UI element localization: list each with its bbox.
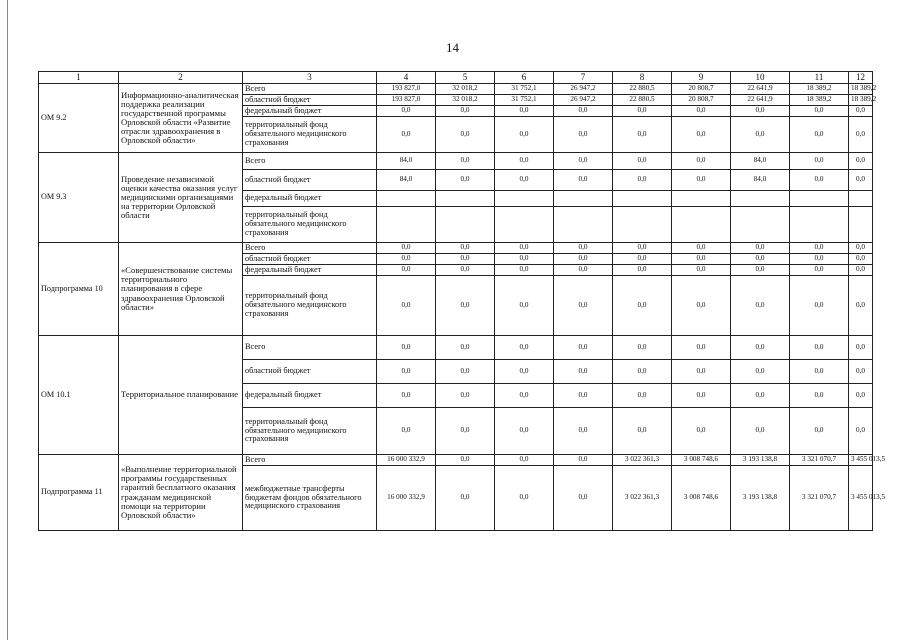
amount-cell (790, 207, 849, 243)
amount-cell: 0,0 (495, 455, 554, 466)
amount-cell: 0,0 (554, 153, 613, 170)
amount-cell: 22 641,9 (731, 95, 790, 106)
amount-cell: 3 455 013,5 (849, 455, 873, 466)
amount-cell: 0,0 (790, 384, 849, 408)
amount-cell: 0,0 (554, 384, 613, 408)
amount-cell: 0,0 (495, 384, 554, 408)
funding-source: федеральный бюджет (243, 265, 377, 276)
amount-cell: 32 018,2 (436, 95, 495, 106)
funding-source: территориальный фонд обязательного медицинского страхования (243, 408, 377, 455)
amount-cell: 0,0 (613, 117, 672, 153)
amount-cell: 26 947,2 (554, 95, 613, 106)
amount-cell: 0,0 (790, 153, 849, 170)
amount-cell: 84,0 (731, 170, 790, 191)
column-header: 3 (243, 72, 377, 84)
page-number: 14 (446, 40, 459, 55)
column-header: 12 (849, 72, 873, 84)
program-code: ОМ 9.2 (39, 84, 119, 153)
amount-cell: 0,0 (790, 243, 849, 254)
amount-cell: 0,0 (613, 106, 672, 117)
amount-cell: 0,0 (436, 170, 495, 191)
amount-cell: 0,0 (554, 106, 613, 117)
funding-source: областной бюджет (243, 95, 377, 106)
funding-source: Всего (243, 336, 377, 360)
amount-cell: 0,0 (377, 408, 436, 455)
amount-cell (849, 191, 873, 207)
amount-cell: 0,0 (672, 336, 731, 360)
amount-cell: 0,0 (613, 360, 672, 384)
amount-cell: 193 827,0 (377, 84, 436, 95)
amount-cell: 0,0 (613, 254, 672, 265)
amount-cell: 0,0 (731, 276, 790, 336)
amount-cell: 0,0 (436, 117, 495, 153)
amount-cell: 22 880,5 (613, 95, 672, 106)
amount-cell: 0,0 (849, 106, 873, 117)
amount-cell (554, 191, 613, 207)
amount-cell: 0,0 (849, 153, 873, 170)
amount-cell: 0,0 (495, 153, 554, 170)
amount-cell: 0,0 (790, 360, 849, 384)
amount-cell: 0,0 (554, 265, 613, 276)
amount-cell: 0,0 (495, 336, 554, 360)
amount-cell: 0,0 (790, 336, 849, 360)
column-header: 6 (495, 72, 554, 84)
page-margin-line (7, 0, 8, 640)
funding-source: Всего (243, 84, 377, 95)
amount-cell: 0,0 (731, 384, 790, 408)
amount-cell: 84,0 (377, 170, 436, 191)
amount-cell: 0,0 (790, 276, 849, 336)
amount-cell: 0,0 (436, 455, 495, 466)
amount-cell: 0,0 (554, 408, 613, 455)
program-name: «Совершенствование системы территориального планирования в сфере здравоохранения Орловской области» (119, 243, 243, 336)
amount-cell: 0,0 (672, 276, 731, 336)
amount-cell: 0,0 (613, 384, 672, 408)
amount-cell: 20 808,7 (672, 84, 731, 95)
funding-source: федеральный бюджет (243, 191, 377, 207)
amount-cell: 0,0 (436, 408, 495, 455)
program-code: ОМ 10.1 (39, 336, 119, 455)
amount-cell (495, 207, 554, 243)
table-row (39, 153, 873, 170)
amount-cell: 3 193 138,8 (731, 455, 790, 466)
amount-cell: 0,0 (436, 106, 495, 117)
amount-cell: 0,0 (436, 254, 495, 265)
amount-cell: 0,0 (790, 254, 849, 265)
amount-cell: 0,0 (495, 243, 554, 254)
amount-cell (849, 207, 873, 243)
amount-cell: 3 321 070,7 (790, 455, 849, 466)
amount-cell: 0,0 (731, 243, 790, 254)
amount-cell: 0,0 (849, 117, 873, 153)
amount-cell: 0,0 (790, 170, 849, 191)
amount-cell: 84,0 (731, 153, 790, 170)
amount-cell: 0,0 (613, 265, 672, 276)
amount-cell: 0,0 (672, 243, 731, 254)
funding-source: Всего (243, 153, 377, 170)
amount-cell: 0,0 (495, 360, 554, 384)
amount-cell: 0,0 (554, 254, 613, 265)
amount-cell: 0,0 (377, 265, 436, 276)
amount-cell: 0,0 (849, 265, 873, 276)
funding-source: территориальный фонд обязательного медицинского страхования (243, 276, 377, 336)
funding-source: территориальный фонд обязательного медицинского страхования (243, 117, 377, 153)
amount-cell: 0,0 (495, 408, 554, 455)
amount-cell: 0,0 (790, 106, 849, 117)
amount-cell (672, 207, 731, 243)
amount-cell: 0,0 (672, 254, 731, 265)
program-name: «Выполнение территориальной программы государственных гарантий бесплатного оказания гражданам медицинской помощи на территории Орловской области» (119, 455, 243, 531)
table-row (39, 455, 873, 466)
amount-cell: 0,0 (436, 276, 495, 336)
amount-cell: 3 455 013,5 (849, 466, 873, 531)
amount-cell (613, 207, 672, 243)
amount-cell: 0,0 (672, 117, 731, 153)
program-code: ОМ 9.3 (39, 153, 119, 243)
program-name: Информационно-аналитическая поддержка реализации государственной программы Орловской области «Развитие отрасли здравоохранения в Орловской области» (119, 84, 243, 153)
amount-cell (731, 191, 790, 207)
amount-cell: 0,0 (790, 265, 849, 276)
amount-cell: 0,0 (436, 336, 495, 360)
column-header: 2 (119, 72, 243, 84)
amount-cell: 0,0 (377, 384, 436, 408)
amount-cell: 16 000 332,9 (377, 466, 436, 531)
amount-cell: 0,0 (849, 384, 873, 408)
amount-cell: 0,0 (495, 254, 554, 265)
amount-cell: 0,0 (495, 170, 554, 191)
amount-cell: 0,0 (613, 276, 672, 336)
amount-cell: 0,0 (554, 243, 613, 254)
amount-cell: 0,0 (613, 243, 672, 254)
program-name: Проведение независимой оценки качества оказания услуг медицинскими организациями на территории Орловской области (119, 153, 243, 243)
column-header: 11 (790, 72, 849, 84)
funding-source: федеральный бюджет (243, 384, 377, 408)
amount-cell: 0,0 (436, 265, 495, 276)
amount-cell: 3 022 361,3 (613, 466, 672, 531)
amount-cell: 0,0 (554, 455, 613, 466)
amount-cell (790, 191, 849, 207)
amount-cell: 3 008 748,6 (672, 466, 731, 531)
amount-cell: 0,0 (731, 265, 790, 276)
funding-source: федеральный бюджет (243, 106, 377, 117)
amount-cell (613, 191, 672, 207)
amount-cell: 0,0 (377, 336, 436, 360)
amount-cell: 0,0 (613, 408, 672, 455)
amount-cell: 31 752,1 (495, 95, 554, 106)
amount-cell (731, 207, 790, 243)
amount-cell: 16 000 332,9 (377, 455, 436, 466)
amount-cell: 0,0 (849, 336, 873, 360)
amount-cell: 0,0 (672, 106, 731, 117)
amount-cell: 0,0 (672, 265, 731, 276)
amount-cell: 0,0 (495, 106, 554, 117)
amount-cell: 0,0 (790, 408, 849, 455)
amount-cell: 3 008 748,6 (672, 455, 731, 466)
amount-cell: 0,0 (377, 276, 436, 336)
amount-cell: 0,0 (731, 408, 790, 455)
amount-cell: 3 022 361,3 (613, 455, 672, 466)
column-header: 1 (39, 72, 119, 84)
table-row (39, 84, 873, 95)
amount-cell: 0,0 (790, 117, 849, 153)
column-header: 7 (554, 72, 613, 84)
amount-cell: 0,0 (849, 254, 873, 265)
amount-cell: 0,0 (554, 170, 613, 191)
budget-table (38, 71, 886, 531)
amount-cell: 26 947,2 (554, 84, 613, 95)
amount-cell: 0,0 (672, 408, 731, 455)
funding-source: Всего (243, 243, 377, 254)
amount-cell (377, 191, 436, 207)
table-row (39, 336, 873, 360)
amount-cell: 0,0 (554, 466, 613, 531)
amount-cell: 0,0 (849, 408, 873, 455)
amount-cell: 22 641,9 (731, 84, 790, 95)
amount-cell (436, 191, 495, 207)
amount-cell: 0,0 (554, 276, 613, 336)
amount-cell: 0,0 (672, 153, 731, 170)
amount-cell: 0,0 (377, 360, 436, 384)
amount-cell: 0,0 (672, 384, 731, 408)
funding-source: Всего (243, 455, 377, 466)
amount-cell (436, 207, 495, 243)
amount-cell: 0,0 (731, 360, 790, 384)
amount-cell: 0,0 (554, 336, 613, 360)
amount-cell: 0,0 (672, 360, 731, 384)
amount-cell: 0,0 (377, 243, 436, 254)
amount-cell: 0,0 (554, 360, 613, 384)
amount-cell: 0,0 (672, 170, 731, 191)
funding-source: областной бюджет (243, 360, 377, 384)
column-header: 10 (731, 72, 790, 84)
amount-cell: 0,0 (613, 153, 672, 170)
amount-cell: 22 880,5 (613, 84, 672, 95)
amount-cell: 0,0 (436, 153, 495, 170)
amount-cell: 0,0 (849, 243, 873, 254)
amount-cell: 0,0 (613, 170, 672, 191)
amount-cell: 0,0 (495, 276, 554, 336)
amount-cell: 18 389,2 (849, 84, 873, 95)
program-name: Территориальное планирование (119, 336, 243, 455)
amount-cell: 84,0 (377, 153, 436, 170)
amount-cell: 32 018,2 (436, 84, 495, 95)
amount-cell (554, 207, 613, 243)
amount-cell: 31 752,1 (495, 84, 554, 95)
program-code: Подпрограмма 11 (39, 455, 119, 531)
amount-cell: 0,0 (731, 117, 790, 153)
amount-cell: 0,0 (554, 117, 613, 153)
amount-cell (377, 207, 436, 243)
column-header: 8 (613, 72, 672, 84)
funding-source: территориальный фонд обязательного медицинского страхования (243, 207, 377, 243)
amount-cell (672, 191, 731, 207)
amount-cell: 0,0 (731, 336, 790, 360)
amount-cell: 0,0 (849, 360, 873, 384)
amount-cell: 0,0 (436, 384, 495, 408)
amount-cell: 3 193 138,8 (731, 466, 790, 531)
amount-cell: 18 389,2 (849, 95, 873, 106)
column-header: 9 (672, 72, 731, 84)
amount-cell: 0,0 (495, 466, 554, 531)
column-header: 4 (377, 72, 436, 84)
amount-cell: 0,0 (377, 254, 436, 265)
amount-cell: 20 808,7 (672, 95, 731, 106)
amount-cell: 0,0 (731, 254, 790, 265)
amount-cell: 193 827,0 (377, 95, 436, 106)
amount-cell: 0,0 (849, 170, 873, 191)
column-header: 5 (436, 72, 495, 84)
amount-cell: 0,0 (495, 265, 554, 276)
header-row (39, 72, 873, 84)
program-code: Подпрограмма 10 (39, 243, 119, 336)
amount-cell: 0,0 (377, 106, 436, 117)
amount-cell: 3 321 070,7 (790, 466, 849, 531)
amount-cell: 0,0 (849, 276, 873, 336)
funding-source: областной бюджет (243, 170, 377, 191)
funding-source: областной бюджет (243, 254, 377, 265)
amount-cell: 0,0 (436, 466, 495, 531)
amount-cell: 18 389,2 (790, 95, 849, 106)
amount-cell: 0,0 (495, 117, 554, 153)
amount-cell: 0,0 (436, 243, 495, 254)
amount-cell (495, 191, 554, 207)
funding-source: межбюджетные трансферты бюджетам фондов обязательного медицинского страхования (243, 466, 377, 531)
amount-cell: 0,0 (436, 360, 495, 384)
amount-cell: 0,0 (377, 117, 436, 153)
amount-cell: 0,0 (613, 336, 672, 360)
amount-cell: 0,0 (731, 106, 790, 117)
table-row (39, 243, 873, 254)
amount-cell: 18 389,2 (790, 84, 849, 95)
